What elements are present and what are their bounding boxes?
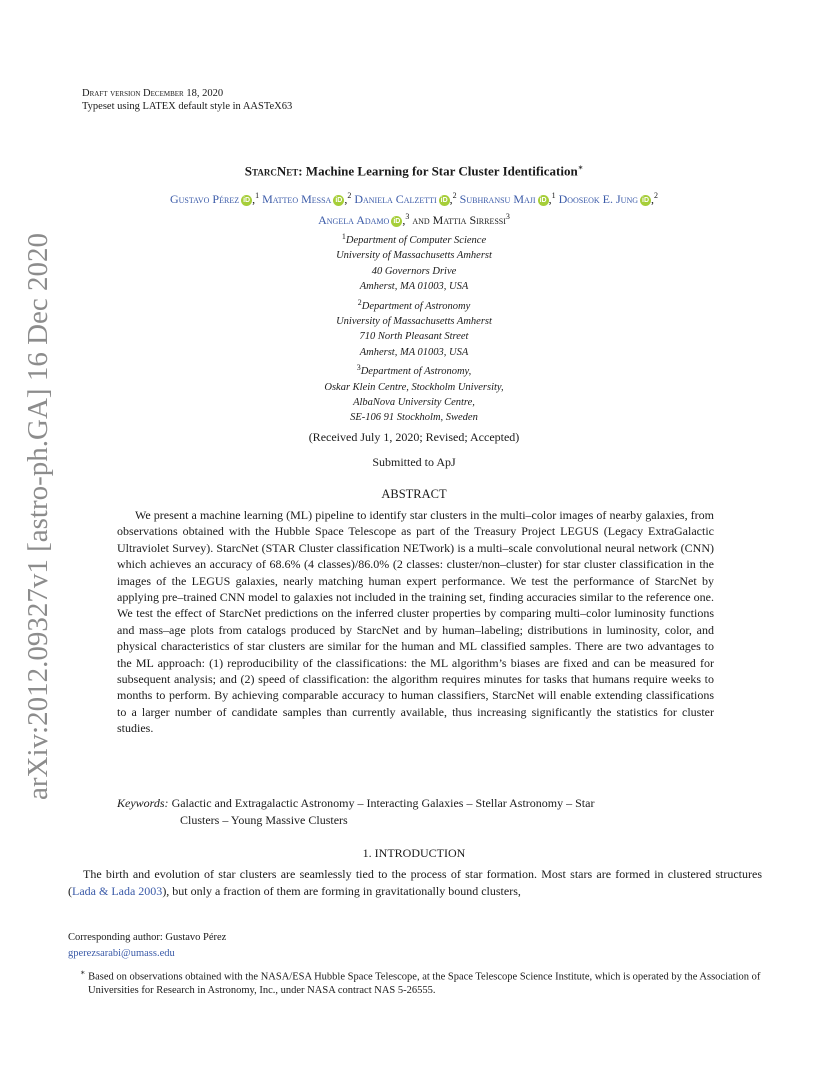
arxiv-identifier: arXiv:2012.09327v1 [astro-ph.GA] 16 Dec 2020 xyxy=(22,232,54,800)
abstract-heading: ABSTRACT xyxy=(381,487,447,501)
affiliations xyxy=(0,229,828,426)
running-header xyxy=(82,87,292,113)
corresponding-author xyxy=(68,930,226,962)
intro-text: The birth and evolution of star clusters are seamlessly tied to the process of star formation. Most stars are formed in clustered structures ( xyxy=(68,867,762,898)
author-name[interactable]: Subhransu Maji xyxy=(459,192,536,206)
affiliation-text: Department of Astronomy, xyxy=(360,366,472,378)
affiliation-line: 710 North Pleasant Street xyxy=(359,331,469,343)
keywords-label: Keywords: xyxy=(117,796,169,810)
intro-text: ), but only a fraction of them are forming in gravitationally bound clusters, xyxy=(162,884,521,898)
affiliation-line: Amherst, MA 01003, USA xyxy=(359,346,469,358)
draft-version: Draft version December 18, 2020 xyxy=(82,88,224,99)
affiliation-line xyxy=(0,229,828,248)
author-name[interactable]: Daniela Calzetti xyxy=(354,192,437,206)
orcid-icon[interactable]: iD xyxy=(243,197,251,204)
submission-note: Submitted to ApJ xyxy=(372,455,456,469)
author-affiliation: 2 xyxy=(452,191,457,200)
affiliation-text: Department of Astronomy xyxy=(361,300,471,312)
corresponding-label: Corresponding author: Gustavo Pérez xyxy=(68,932,227,943)
affiliation-number: 1 xyxy=(341,232,346,241)
title-footnote xyxy=(80,966,788,997)
author-affiliation: 1 xyxy=(255,191,260,200)
author-name[interactable]: Dooseok E. Jung xyxy=(558,192,639,206)
affiliation-line: University of Massachusetts Amherst xyxy=(336,250,492,262)
orcid-icon[interactable]: iD xyxy=(642,197,650,204)
and-word: and xyxy=(412,213,430,227)
affiliation-line: University of Massachusetts Amherst xyxy=(336,316,492,328)
affiliation-number: 2 xyxy=(357,297,362,307)
title-footnote-mark: ∗ xyxy=(577,163,584,172)
keywords-line2: Clusters – Young Massive Clusters xyxy=(180,812,348,827)
affiliation-line: Amherst, MA 01003, USA xyxy=(359,281,469,293)
title-rest: : Machine Learning for Star Cluster Identification xyxy=(298,163,578,179)
paper-title xyxy=(0,162,828,179)
title-name: StarcNet xyxy=(244,163,299,179)
affiliation-line xyxy=(0,360,828,379)
footnote-mark: ∗ xyxy=(80,968,86,977)
author-affiliation: 3 xyxy=(505,212,510,221)
author-affiliation: 2 xyxy=(347,191,352,200)
author-name[interactable]: Matteo Messa xyxy=(262,192,332,206)
arxiv-stamp-area xyxy=(0,0,60,1072)
received-dates: (Received July 1, 2020; Revised; Accepted) xyxy=(308,430,520,444)
affiliation-line: Oskar Klein Centre, Stockholm University, xyxy=(324,381,504,393)
affiliation-line: AlbaNova University Centre, xyxy=(353,397,475,409)
affiliation-line: 40 Governors Drive xyxy=(371,265,457,277)
footnote-text: Based on observations obtained with the NASA/ESA Hubble Space Telescope, at the Space Telescope Science Institute, which is operated by the Association of Universities for Research in Astronomy, Inc., under NASA contract NAS 5-26555. xyxy=(85,971,761,996)
affiliation-text: Department of Computer Science xyxy=(345,235,487,246)
orcid-icon[interactable]: iD xyxy=(440,197,448,204)
author-affiliation: 3 xyxy=(405,212,410,221)
affiliation-line xyxy=(0,295,828,314)
affiliation-line: SE-106 91 Stockholm, Sweden xyxy=(350,412,478,424)
author-name[interactable]: Gustavo Pérez xyxy=(169,192,240,206)
author-list: Gustavo Pérez iD ,$^1$ Matteo Messa iD ,$^2$ Daniela Calzetti iD ,$^2$ Subhransu Maji iD ,$^1$ Dooseok E. Jung iD ,$^2$ Angela Adamo iD ,$^3$ and Mattia Sirressi$^3$ xyxy=(169,191,659,227)
abstract-body: We present a machine learning (ML) pipeline to identify star clusters in the multi–color images of nearby galaxies, from observations obtained with the Hubble Space Telescope as part of the Treasury Project LEGUS (Legacy ExtraGalactic Ultraviolet Survey). StarcNet (STAR Cluster classification NETwork) is a multi–scale convolutional neural network (CNN) which achieves an accuracy of 68.6% (4 classes)/86.0% (2 classes: cluster/non–cluster) for star cluster classification in the images of the LEGUS galaxies, nearly matching human expert performance. We test the performance of StarcNet by applying pre–trained CNN model to galaxies not included in the training set, finding accuracies similar to the reference one. We test the effect of StarcNet predictions on the inferred cluster properties by comparing multi–color luminosity functions and mass–age plots from catalogs produced by StarcNet and by human–labeling; distributions in luminosity, color, and physical characteristics of star clusters are similar for the human and ML classified samples. There are two advantages to the ML approach: (1) reproducibility of the classifications: the ML algorithm’s biases are fixed and can be measured for subsequent analysis; and (2) speed of classification: the algorithm requires minutes for tasks that humans require weeks to months to perform. By achieving comparable accuracy to human classifiers, StarcNet will enable extending classifications to a larger number of candidate samples than currently available, thus increasing significantly the statistics for cluster studies. xyxy=(117,508,714,736)
orcid-icon[interactable]: iD xyxy=(335,197,343,204)
author-name[interactable]: Angela Adamo xyxy=(318,213,390,227)
affiliation-number: 3 xyxy=(356,363,361,373)
author-affiliation: 2 xyxy=(654,191,659,200)
orcid-icon[interactable]: iD xyxy=(393,218,401,225)
email-link[interactable]: gperezsarabi@umass.edu xyxy=(68,948,175,959)
author-affiliation: 1 xyxy=(551,191,556,200)
orcid-icon[interactable]: iD xyxy=(539,197,547,204)
typeset-note: Typeset using LATEX default style in AASTeX63 xyxy=(82,101,293,112)
author-name: Mattia Sirressi xyxy=(432,213,506,227)
keywords-line1: Galactic and Extragalactic Astronomy – Interacting Galaxies – Stellar Astronomy – Star xyxy=(171,796,595,810)
section-heading: 1. INTRODUCTION xyxy=(362,846,466,860)
introduction-paragraph xyxy=(68,866,762,900)
citation-link[interactable]: Lada & Lada 2003 xyxy=(72,884,163,898)
keywords xyxy=(117,795,714,828)
